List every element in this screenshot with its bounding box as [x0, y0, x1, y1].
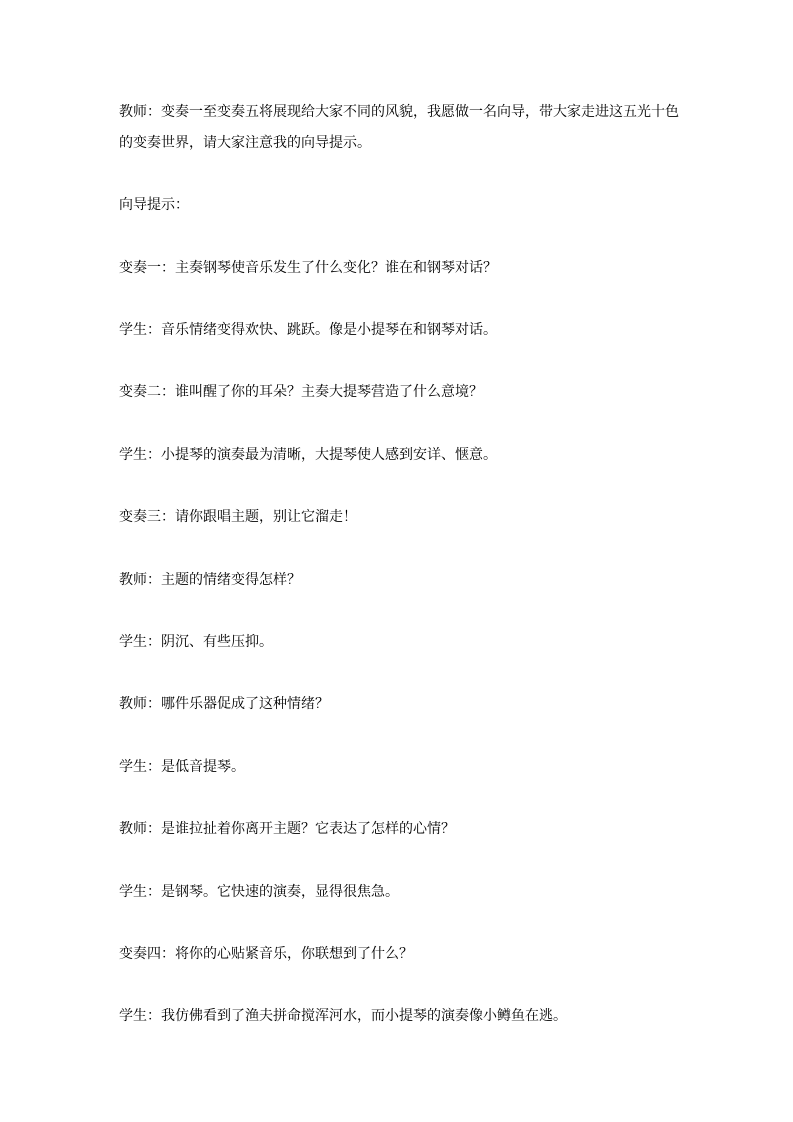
- paragraph-student-4: 学生：是低音提琴。: [119, 759, 245, 775]
- paragraph-variation-2: 变奏二：谁叫醒了你的耳朵？主奏大提琴营造了什么意境？: [119, 384, 483, 400]
- paragraph-variation-1: 变奏一：主奏钢琴使音乐发生了什么变化？谁在和钢琴对话？: [119, 260, 497, 276]
- paragraph-student-3: 学生：阴沉、有些压抑。: [119, 634, 273, 650]
- paragraph-student-6: 学生：我仿佛看到了渔夫拼命搅浑河水，而小提琴的演奏像小鳟鱼在逃。: [119, 1008, 567, 1024]
- paragraph-variation-3: 变奏三：请你跟唱主题，别让它溜走！: [119, 509, 357, 525]
- paragraph-teacher-question-2: 教师：哪件乐器促成了这种情绪？: [119, 696, 329, 712]
- paragraph-teacher-question-3: 教师：是谁拉扯着你离开主题？它表达了怎样的心情？: [119, 821, 455, 837]
- paragraph-student-2: 学生：小提琴的演奏最为清晰，大提琴使人感到安详、惬意。: [119, 447, 497, 463]
- paragraph-student-5: 学生：是钢琴。它快速的演奏，显得很焦急。: [119, 884, 399, 900]
- paragraph-variation-4: 变奏四：将你的心贴紧音乐，你联想到了什么？: [119, 946, 413, 962]
- paragraph-teacher-question-1: 教师：主题的情绪变得怎样？: [119, 572, 301, 588]
- paragraph-guide-heading: 向导提示：: [119, 197, 189, 213]
- paragraph-teacher-intro: 教师：变奏一至变奏五将展现给大家不同的风貌，我愿做一名向导，带大家走进这五光十色的变奏世界，请大家注意我的向导提示。: [119, 104, 679, 151]
- paragraph-student-1: 学生：音乐情绪变得欢快、跳跃。像是小提琴在和钢琴对话。: [119, 322, 497, 338]
